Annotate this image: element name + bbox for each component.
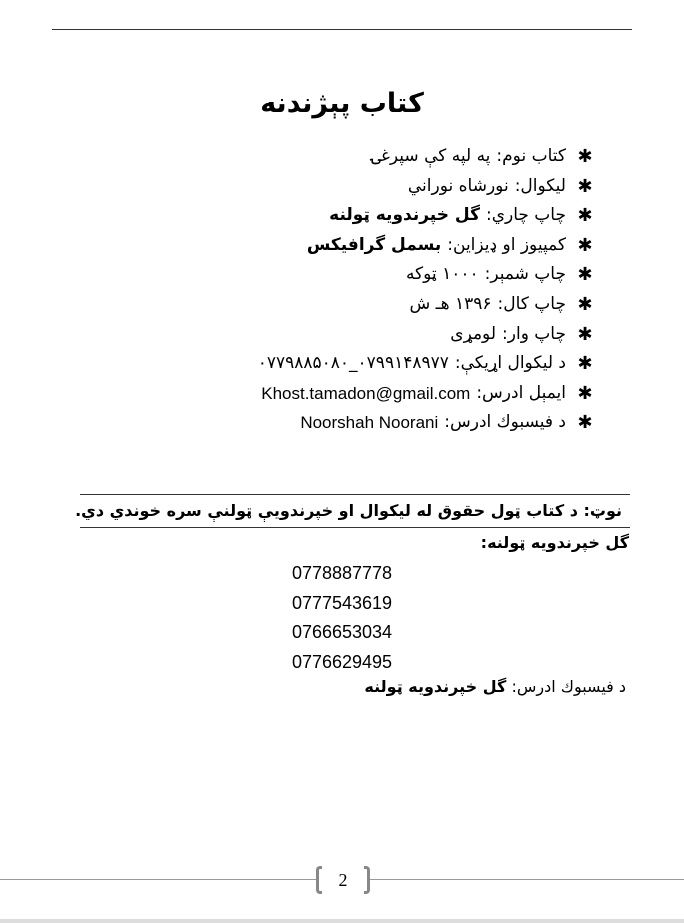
page-number: 2 xyxy=(338,869,348,890)
right-bracket-icon xyxy=(364,866,370,894)
phone-number: 0766653034 xyxy=(291,622,393,642)
left-bracket-icon xyxy=(316,866,322,894)
phone-number: 0776629495 xyxy=(291,651,393,672)
info-label: كتاب نوم: xyxy=(496,146,566,166)
asterisk-bullet-icon: ✱ xyxy=(577,205,593,227)
info-item xyxy=(258,379,598,409)
copyright-note xyxy=(75,494,630,528)
phone-number: 0777543619 xyxy=(291,592,393,613)
asterisk-bullet-icon: ✱ xyxy=(577,382,593,404)
info-value: لومړی xyxy=(450,323,497,344)
publisher-facebook xyxy=(364,677,626,696)
info-item xyxy=(258,142,598,172)
info-label: چاپ کال: xyxy=(497,293,566,314)
info-label: کمپيوز او ډيزاين: xyxy=(447,234,566,255)
info-item xyxy=(258,408,598,438)
asterisk-bullet-icon: ✱ xyxy=(577,175,593,197)
info-item xyxy=(258,172,598,202)
publisher-heading: گل خپرندويه ټولنه: xyxy=(480,533,629,552)
phone-number: 0778887778 xyxy=(291,563,393,583)
asterisk-bullet-icon: ✱ xyxy=(577,146,593,167)
facebook-value: گل خپرندويه ټولنه xyxy=(364,677,507,696)
info-value: ۱۰۰۰ ټوکه xyxy=(405,264,479,285)
info-item xyxy=(258,320,598,350)
page-bottom-edge xyxy=(0,919,684,923)
info-item xyxy=(258,201,598,231)
info-label: د فيسبوك ادرس: xyxy=(444,412,566,433)
top-rule xyxy=(52,29,632,30)
book-info-list xyxy=(258,142,598,438)
note-text: نوټ: د کتاب ټول حقوق له ليکوال او خپرندويې ټولنې سره خوندي دي. xyxy=(75,501,622,520)
info-value: ۱۳۹۶ هـ ش xyxy=(409,293,492,314)
publisher-phones xyxy=(0,559,684,677)
asterisk-bullet-icon: ✱ xyxy=(577,293,593,315)
info-label: چاپ چاري: xyxy=(485,205,566,226)
info-label: چاپ شمېر: xyxy=(484,264,566,285)
info-value: Khost.tamadon@gmail.com xyxy=(261,383,471,403)
facebook-label: د فيسبوك ادرس: xyxy=(511,677,626,696)
info-value: نورشاه نوراني xyxy=(407,175,509,196)
asterisk-bullet-icon: ✱ xyxy=(577,323,593,345)
info-item xyxy=(258,290,598,320)
info-label: ليکوال: xyxy=(514,175,566,196)
info-value: Noorshah Noorani xyxy=(300,413,439,433)
info-label: چاپ وار: xyxy=(502,323,566,344)
asterisk-bullet-icon: ✱ xyxy=(577,234,593,256)
info-item xyxy=(258,349,598,379)
info-value: گل خپرندويه ټولنه xyxy=(329,205,480,226)
asterisk-bullet-icon: ✱ xyxy=(577,412,593,434)
info-value: په لپه کې سپرغۍ xyxy=(371,146,491,166)
asterisk-bullet-icon: ✱ xyxy=(577,264,593,286)
info-label: ايمېل ادرس: xyxy=(476,382,566,403)
info-label: د ليکوال اړيکې: xyxy=(454,353,566,374)
info-item xyxy=(258,231,598,261)
page-number-box xyxy=(316,864,370,896)
info-value: بسمل گرافيكس xyxy=(306,234,442,255)
info-item xyxy=(258,260,598,290)
page-title xyxy=(0,88,684,119)
asterisk-bullet-icon: ✱ xyxy=(577,353,593,375)
title-text: كتاب پېژندنه xyxy=(260,88,424,119)
info-value: ۰۷۹۹۱۴۸۹۷۷_۰۷۷۹۸۸۵۰۸۰ xyxy=(257,353,449,374)
